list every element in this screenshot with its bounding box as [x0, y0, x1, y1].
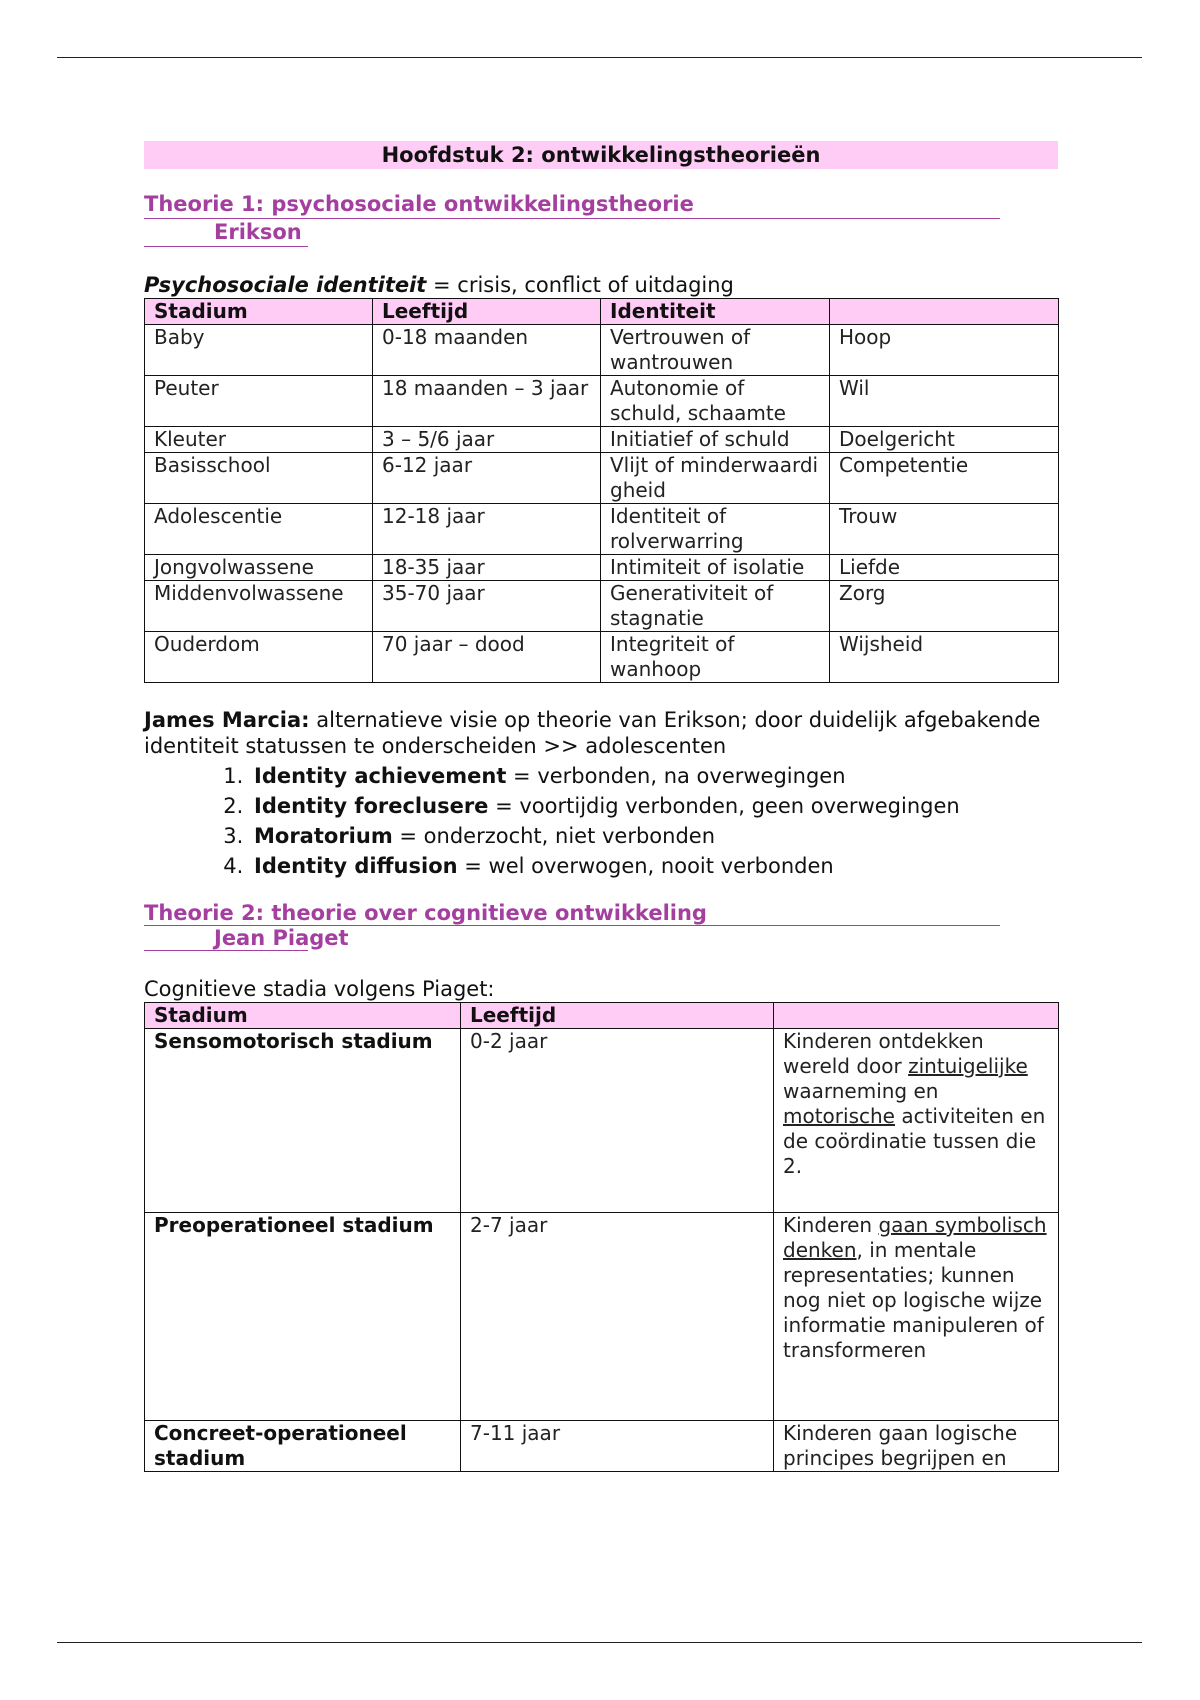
theory1-intro	[144, 273, 1058, 298]
age-cell: 18-35 jaar	[373, 555, 601, 581]
desc-underlined: gaan symbolisch denken	[783, 1213, 1047, 1262]
table-row	[145, 504, 1059, 555]
status-term: Identity foreclusere	[254, 794, 489, 818]
table-row	[145, 581, 1059, 632]
stage-cell: Jongvolwassene	[145, 555, 373, 581]
table-header-row	[145, 299, 1059, 325]
table-row	[145, 632, 1059, 683]
stage-cell: Concreet-operationeel stadium	[145, 1421, 461, 1472]
virtue-cell: Wijsheid	[830, 632, 1059, 683]
status-desc: = verbonden, na overwegingen	[506, 764, 846, 788]
stage-cell: Middenvolwassene	[145, 581, 373, 632]
desc-underlined: zintuigelijke	[908, 1054, 1028, 1078]
theory1-heading	[144, 191, 1000, 247]
marcia-section	[144, 707, 1058, 881]
table-row	[145, 427, 1059, 453]
age-cell: 70 jaar – dood	[373, 632, 601, 683]
theory2-title: Theorie 2: theorie over cognitieve ontwikkeling	[144, 901, 1000, 926]
document-body	[144, 141, 1058, 1472]
header-rule	[57, 57, 1142, 58]
intro-text: = crisis, conflict of uitdaging	[426, 273, 734, 297]
table-header-row	[145, 1003, 1059, 1029]
identity-cell: Identiteit of rolverwarring	[601, 504, 830, 555]
column-header: Leeftijd	[373, 299, 601, 325]
table-row	[145, 555, 1059, 581]
column-header: Stadium	[145, 1003, 461, 1029]
erikson-table	[144, 298, 1059, 683]
column-header	[830, 299, 1059, 325]
intro-term: Psychosociale identiteit	[144, 273, 427, 297]
age-cell: 3 – 5/6 jaar	[373, 427, 601, 453]
stage-cell: Preoperationeel stadium	[145, 1213, 461, 1421]
column-header	[774, 1003, 1059, 1029]
stage-cell: Basisschool	[145, 453, 373, 504]
piaget-table	[144, 1002, 1059, 1472]
table-row	[145, 1421, 1059, 1472]
age-cell: 12-18 jaar	[373, 504, 601, 555]
age-cell: 7-11 jaar	[461, 1421, 774, 1472]
table-row	[145, 376, 1059, 427]
age-cell: 18 maanden – 3 jaar	[373, 376, 601, 427]
stage-cell: Kleuter	[145, 427, 373, 453]
identity-cell: Integriteit of wanhoop	[601, 632, 830, 683]
table-row	[145, 453, 1059, 504]
virtue-cell: Liefde	[830, 555, 1059, 581]
virtue-cell: Competentie	[830, 453, 1059, 504]
desc-text: activiteiten en de coördinatie tussen die 2.	[783, 1104, 1046, 1178]
description-cell: Kinderen gaan logische principes begrijpen en	[774, 1421, 1059, 1472]
identity-status-list	[144, 761, 1058, 881]
stage-cell: Baby	[145, 325, 373, 376]
column-header: Identiteit	[601, 299, 830, 325]
status-desc: = voortijdig verbonden, geen overwegingen	[488, 794, 960, 818]
age-cell: 35-70 jaar	[373, 581, 601, 632]
virtue-cell: Doelgericht	[830, 427, 1059, 453]
theory2-author: Jean Piaget	[144, 926, 308, 951]
identity-cell: Generativiteit of stagnatie	[601, 581, 830, 632]
identity-cell: Intimiteit of isolatie	[601, 555, 830, 581]
footer-rule	[57, 1642, 1142, 1643]
virtue-cell: Hoop	[830, 325, 1059, 376]
identity-cell: Autonomie of schuld, schaamte	[601, 376, 830, 427]
list-item	[250, 761, 1058, 791]
chapter-title: Hoofdstuk 2: ontwikkelingstheorieën	[144, 141, 1058, 169]
marcia-paragraph	[144, 707, 1058, 759]
theory1-author: Erikson	[144, 219, 308, 247]
theory1-title: Theorie 1: psychosociale ontwikkelingstheorie	[144, 191, 1000, 219]
list-item	[250, 851, 1058, 881]
marcia-name: James Marcia:	[144, 708, 310, 732]
identity-cell: Vlijt of minderwaardigheid	[601, 453, 830, 504]
marcia-text: alternatieve visie op theorie van Erikson; door duidelijk afgebakende identiteit statussen te onderscheiden >> adolescenten	[144, 708, 1041, 758]
table-row	[145, 1213, 1059, 1421]
status-term: Identity achievement	[254, 764, 507, 788]
list-item	[250, 791, 1058, 821]
column-header: Leeftijd	[461, 1003, 774, 1029]
list-item	[250, 821, 1058, 851]
theory2-intro: Cognitieve stadia volgens Piaget:	[144, 977, 495, 1001]
stage-cell: Ouderdom	[145, 632, 373, 683]
theory2-heading	[144, 901, 1000, 951]
age-cell: 2-7 jaar	[461, 1213, 774, 1421]
status-term: Moratorium	[254, 824, 393, 848]
description-cell	[774, 1029, 1059, 1213]
table-row	[145, 1029, 1059, 1213]
description-cell	[774, 1213, 1059, 1421]
desc-text: Kinderen	[783, 1213, 879, 1237]
desc-text: , in mentale representaties; kunnen nog niet op logische wijze informatie manipuleren of transformeren	[783, 1238, 1044, 1362]
virtue-cell: Zorg	[830, 581, 1059, 632]
desc-text: Kinderen ontdekken wereld door	[783, 1029, 984, 1078]
age-cell: 0-2 jaar	[461, 1029, 774, 1213]
column-header: Stadium	[145, 299, 373, 325]
status-desc: = wel overwogen, nooit verbonden	[457, 854, 834, 878]
age-cell: 0-18 maanden	[373, 325, 601, 376]
age-cell: 6-12 jaar	[373, 453, 601, 504]
status-term: Identity diffusion	[254, 854, 458, 878]
virtue-cell: Wil	[830, 376, 1059, 427]
status-desc: = onderzocht, niet verbonden	[392, 824, 716, 848]
identity-cell: Initiatief of schuld	[601, 427, 830, 453]
virtue-cell: Trouw	[830, 504, 1059, 555]
table-row	[145, 325, 1059, 376]
identity-cell: Vertrouwen of wantrouwen	[601, 325, 830, 376]
stage-cell: Adolescentie	[145, 504, 373, 555]
desc-underlined: motorische	[783, 1104, 895, 1128]
stage-cell: Peuter	[145, 376, 373, 427]
stage-cell: Sensomotorisch stadium	[145, 1029, 461, 1213]
desc-text: waarneming en	[783, 1079, 939, 1103]
